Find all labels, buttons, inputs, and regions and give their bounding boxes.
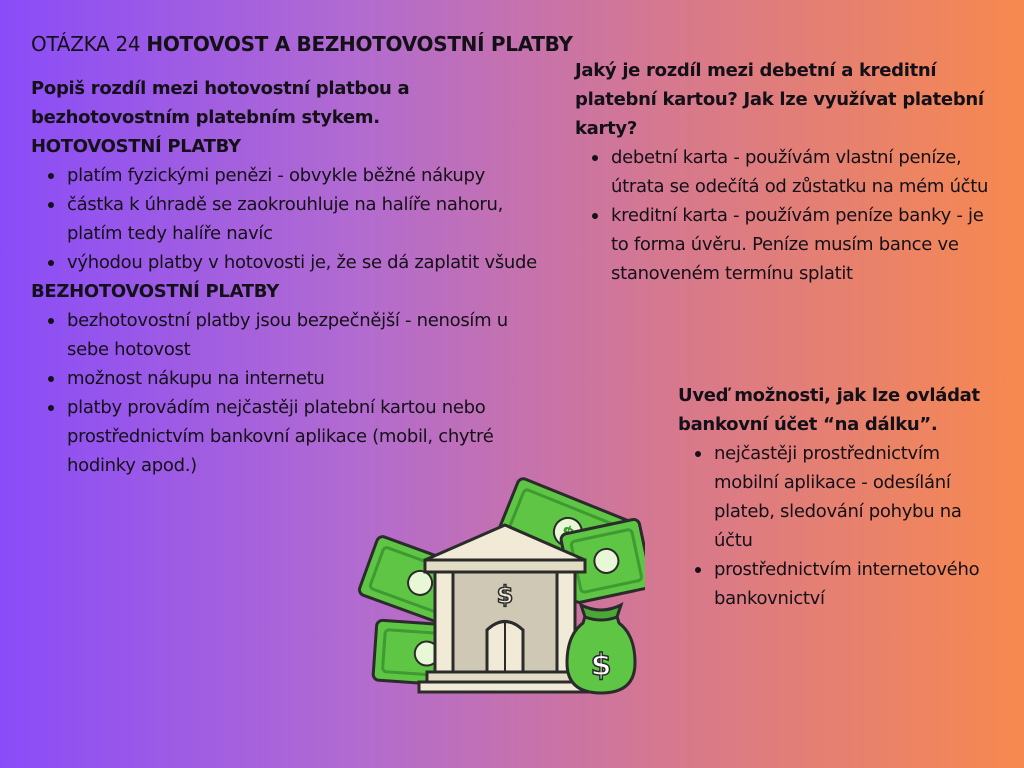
page-title: [31, 32, 573, 56]
list-item: debetní karta - používám vlastní peníze, útrata se odečítá od zůstatku na mém účtu: [575, 143, 995, 201]
question-remote-banking: Uveď možnosti, jak lze ovládat bankovní účet “na dálku”.: [678, 385, 980, 435]
dollar-sign-icon: $: [496, 581, 514, 609]
dollar-sign-icon: $: [590, 648, 612, 683]
right-top-column: [575, 56, 995, 288]
question-cash-vs-cashless: Popiš rozdíl mezi hotovostní platbou a bezhotovostním platebním stykem.: [31, 78, 410, 128]
money-bag-icon: [567, 605, 635, 693]
remote-banking-list: [678, 439, 998, 613]
bank-money-illustration: [355, 465, 645, 705]
cash-payments-heading: HOTOVOSTNÍ PLATBY: [31, 136, 241, 157]
question-debit-vs-credit: Jaký je rozdíl mezi debetní a kreditní platební kartou? Jak lze využívat platební karty?: [575, 60, 984, 139]
topic-title: HOTOVOST A BEZHOTOVOSTNÍ PLATBY: [146, 32, 573, 56]
list-item: bezhotovostní platby jsou bezpečnější - nenosím u sebe hotovost: [31, 306, 551, 364]
left-column: [31, 74, 551, 480]
cash-payments-list: [31, 161, 551, 277]
question-number: OTÁZKA 24: [31, 32, 141, 56]
list-item: platím fyzickými penězi - obvykle běžné nákupy: [31, 161, 551, 190]
right-bottom-column: [678, 381, 998, 613]
list-item: prostřednictvím internetového bankovnictví: [678, 555, 998, 613]
list-item: kreditní karta - používám peníze banky - je to forma úvěru. Peníze musím bance ve stanoveném termínu splatit: [575, 201, 995, 288]
list-item: výhodou platby v hotovosti je, že se dá zaplatit všude: [31, 248, 551, 277]
card-types-list: [575, 143, 995, 288]
list-item: možnost nákupu na internetu: [31, 364, 551, 393]
bank-building-icon: [419, 525, 591, 692]
cashless-payments-list: [31, 306, 551, 480]
list-item: částka k úhradě se zaokrouhluje na halíře nahoru, platím tedy halíře navíc: [31, 190, 551, 248]
cashless-payments-heading: BEZHOTOVOSTNÍ PLATBY: [31, 281, 279, 302]
list-item: platby provádím nejčastěji platební kartou nebo prostřednictvím bankovní aplikace (mobil, chytré hodinky apod.): [31, 393, 551, 480]
list-item: nejčastěji prostřednictvím mobilní aplikace - odesílání plateb, sledování pohybu na účtu: [678, 439, 998, 555]
